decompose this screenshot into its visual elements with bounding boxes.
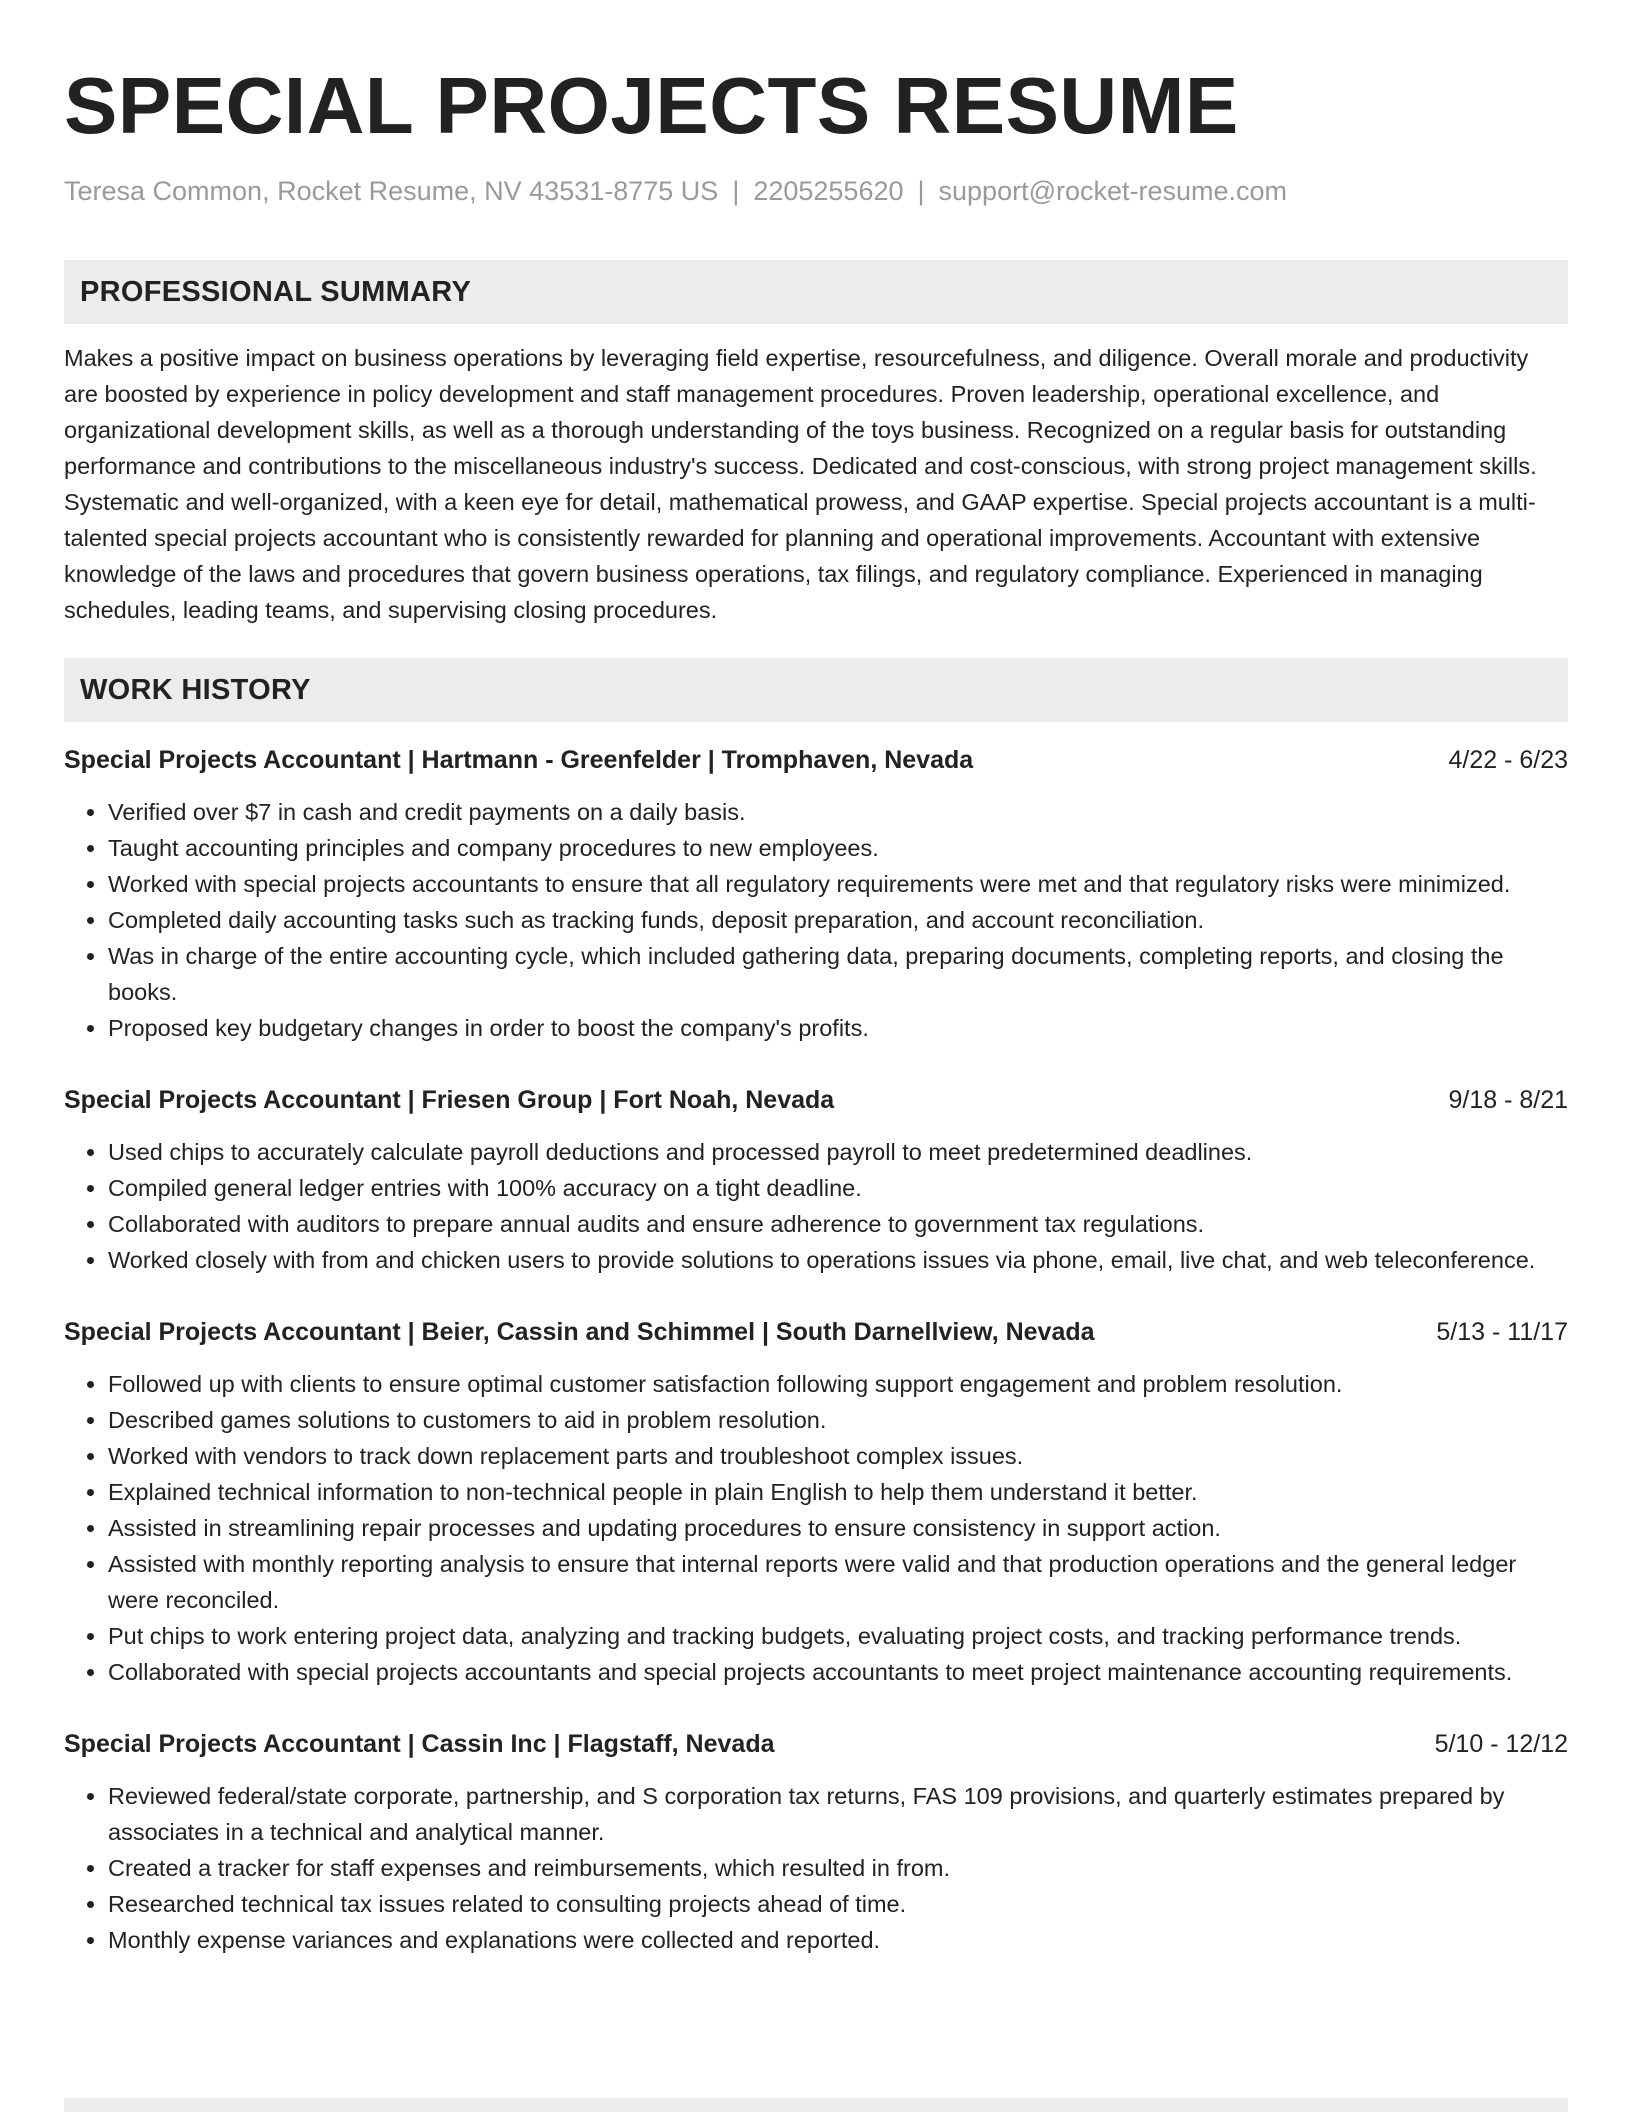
job-header <box>64 1082 1568 1118</box>
job-bullet: • Was in charge of the entire accounting cycle, which included gathering data, preparing documents, completing reports, and closing the books. <box>108 938 1568 1010</box>
contact-line <box>64 174 1568 208</box>
work-history-list <box>64 742 1568 1958</box>
resume-title: SPECIAL PROJECTS RESUME <box>64 61 1239 150</box>
job-bullet: • Worked with special projects accountants to ensure that all regulatory requirements were met and that regulatory risks were minimized. <box>108 866 1568 902</box>
contact-separator: | <box>917 176 925 206</box>
job-header <box>64 1726 1568 1762</box>
job-header <box>64 742 1568 778</box>
section-header-professional-summary: PROFESSIONAL SUMMARY <box>64 260 1568 324</box>
job-bullet: • Used chips to accurately calculate payroll deductions and processed payroll to meet predetermined deadlines. <box>108 1134 1568 1170</box>
job-bullet: • Verified over $7 in cash and credit payments on a daily basis. <box>108 794 1568 830</box>
job-entry <box>64 1082 1568 1278</box>
job-entry <box>64 1314 1568 1690</box>
job-bullet: • Collaborated with auditors to prepare annual audits and ensure adherence to government tax regulations. <box>108 1206 1568 1242</box>
summary-text: Makes a positive impact on business operations by leveraging field expertise, resourcefulness, and diligence. Overall morale and productivity are boosted by experience in policy development and staff management procedures. Proven leadership, operational excellence, and organizational development skills, as well as a thorough understanding of the toys business. Recognized on a regular basis for outstanding performance and contributions to the miscellaneous industry's success. Dedicated and cost-conscious, with strong project management skills. Systematic and well-organized, with a keen eye for detail, mathematical prowess, and GAAP expertise. Special projects accountant is a multi-talented special projects accountant who is consistently rewarded for planning and operational improvements. Accountant with extensive knowledge of the laws and procedures that govern business operations, tax filings, and regulatory compliance. Experienced in managing schedules, leading teams, and supervising closing procedures. <box>64 345 1537 623</box>
job-title: Special Projects Accountant | Hartmann - Greenfelder | Tromphaven, Nevada <box>64 746 974 774</box>
job-title: Special Projects Accountant | Beier, Cassin and Schimmel | South Darnellview, Nevada <box>64 1318 1095 1346</box>
job-bullet: • Put chips to work entering project data, analyzing and tracking budgets, evaluating project costs, and tracking performance trends. <box>108 1618 1568 1654</box>
job-bullets <box>64 1778 1568 1958</box>
job-bullet: • Compiled general ledger entries with 100% accuracy on a tight deadline. <box>108 1170 1568 1206</box>
contact-phone: 2205255620 <box>753 176 904 206</box>
job-bullet: • Monthly expense variances and explanations were collected and reported. <box>108 1922 1568 1958</box>
job-title: Special Projects Accountant | Cassin Inc | Flagstaff, Nevada <box>64 1730 775 1758</box>
job-bullet: • Reviewed federal/state corporate, partnership, and S corporation tax returns, FAS 109 provisions, and quarterly estimates prepared by associates in a technical and analytical manner. <box>108 1778 1568 1850</box>
job-bullet: • Followed up with clients to ensure optimal customer satisfaction following support engagement and problem resolution. <box>108 1366 1568 1402</box>
job-bullet: • Assisted with monthly reporting analysis to ensure that internal reports were valid and that production operations and the general ledger were reconciled. <box>108 1546 1568 1618</box>
job-dates: 5/13 - 11/17 <box>1436 1318 1568 1346</box>
job-bullet: • Researched technical tax issues related to consulting projects ahead of time. <box>108 1886 1568 1922</box>
next-section-header-band <box>64 2098 1568 2112</box>
job-bullet: • Created a tracker for staff expenses and reimbursements, which resulted in from. <box>108 1850 1568 1886</box>
job-dates: 5/10 - 12/12 <box>1434 1730 1568 1758</box>
job-bullet: • Described games solutions to customers to aid in problem resolution. <box>108 1402 1568 1438</box>
job-bullets <box>64 1366 1568 1690</box>
contact-address: Teresa Common, Rocket Resume, NV 43531-8775 US <box>64 176 719 206</box>
job-bullet: • Assisted in streamlining repair processes and updating procedures to ensure consistency in support action. <box>108 1510 1568 1546</box>
job-bullet: • Explained technical information to non-technical people in plain English to help them understand it better. <box>108 1474 1568 1510</box>
job-title: Special Projects Accountant | Friesen Group | Fort Noah, Nevada <box>64 1086 835 1114</box>
job-bullets <box>64 1134 1568 1278</box>
job-bullet: • Completed daily accounting tasks such as tracking funds, deposit preparation, and account reconciliation. <box>108 902 1568 938</box>
contact-email: support@rocket-resume.com <box>938 176 1288 206</box>
job-bullet: • Collaborated with special projects accountants and special projects accountants to meet project maintenance accounting requirements. <box>108 1654 1568 1690</box>
job-bullet: • Worked closely with from and chicken users to provide solutions to operations issues via phone, email, live chat, and web teleconference. <box>108 1242 1568 1278</box>
section-header-work-history: WORK HISTORY <box>64 658 1568 722</box>
job-entry <box>64 742 1568 1046</box>
job-bullet: • Proposed key budgetary changes in order to boost the company's profits. <box>108 1010 1568 1046</box>
job-entry <box>64 1726 1568 1958</box>
job-bullet: • Taught accounting principles and company procedures to new employees. <box>108 830 1568 866</box>
job-bullet: • Worked with vendors to track down replacement parts and troubleshoot complex issues. <box>108 1438 1568 1474</box>
job-dates: 4/22 - 6/23 <box>1448 746 1568 774</box>
job-dates: 9/18 - 8/21 <box>1448 1086 1568 1114</box>
job-bullets <box>64 794 1568 1046</box>
contact-separator: | <box>732 176 740 206</box>
job-header <box>64 1314 1568 1350</box>
